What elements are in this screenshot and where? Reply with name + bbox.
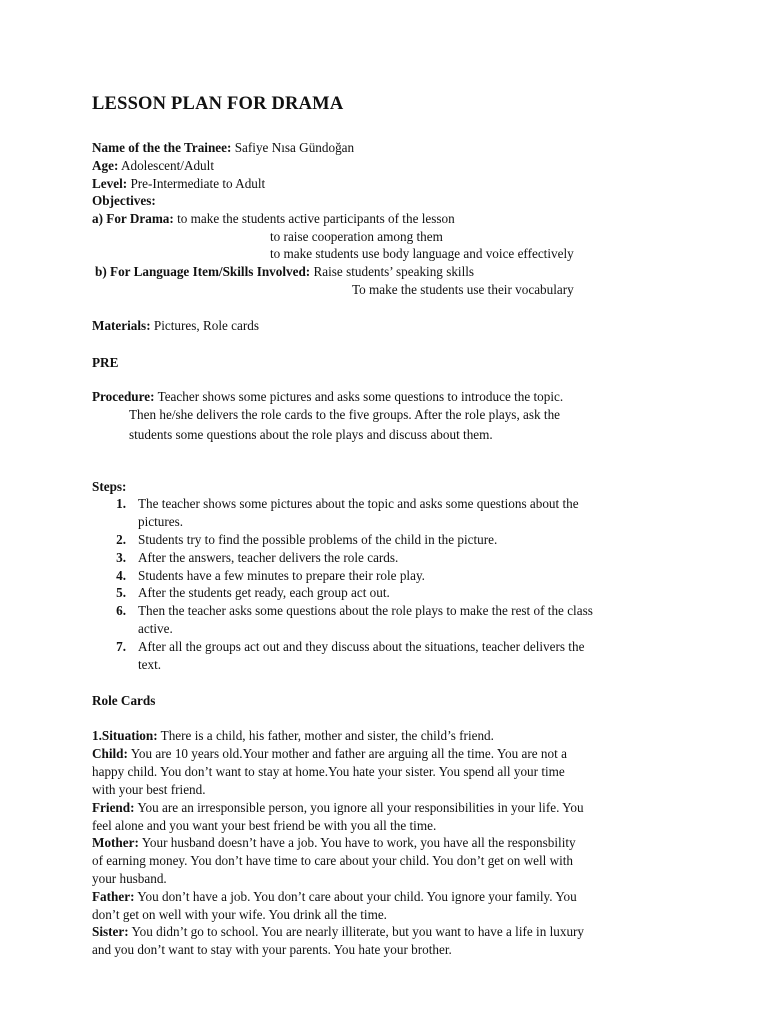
document-title: LESSON PLAN FOR DRAMA (92, 94, 344, 114)
child-text-3: with your best friend. (92, 782, 206, 797)
language-item-1: Raise students’ speaking skills (313, 264, 475, 279)
step-number: 4. (116, 568, 126, 583)
friend-label: Friend: (92, 800, 135, 815)
procedure-label: Procedure: (92, 389, 155, 404)
step-text: Students have a few minutes to prepare their role play. (138, 568, 425, 583)
language-objective-line (95, 263, 474, 280)
step-text: Then the teacher asks some questions about the role plays to make the rest of the class (138, 603, 593, 618)
father-text-1: You don’t have a job. You don’t care about your child. You ignore your family. You (137, 889, 577, 904)
situation-text: There is a child, his father, mother and sister, the child’s friend. (160, 728, 494, 743)
step-text: text. (138, 657, 162, 672)
child-label: Child: (92, 746, 128, 761)
step-text: After all the groups act out and they discuss about the situations, teacher delivers the (138, 639, 585, 654)
drama-item-2: to raise cooperation among them (270, 229, 443, 244)
step-number: 2. (116, 532, 126, 547)
situation-line (92, 727, 494, 744)
procedure-text-3: students some questions about the role plays and discuss about them. (129, 427, 493, 442)
mother-label: Mother: (92, 835, 139, 850)
step-text: The teacher shows some pictures about the topic and asks some questions about the (138, 496, 579, 511)
materials-value: Pictures, Role cards (153, 318, 259, 333)
level-value: Pre-Intermediate to Adult (130, 176, 266, 191)
trainee-label: Name of the the Trainee: (92, 140, 232, 155)
drama-objective-line (92, 210, 455, 227)
sister-label: Sister: (92, 924, 129, 939)
materials-line (92, 317, 259, 334)
sister-text-1: You didn’t go to school. You are nearly illiterate, but you want to have a life in luxury (131, 924, 585, 939)
child-text-1: You are 10 years old.Your mother and father are arguing all the time. You are not a (130, 746, 567, 761)
situation-label: 1.Situation: (92, 728, 158, 743)
mother-text-3: your husband. (92, 871, 167, 886)
step-text: active. (138, 621, 173, 636)
language-label: b) For Language Item/Skills Involved: (95, 264, 311, 279)
friend-line-1 (92, 799, 584, 816)
father-label: Father: (92, 889, 135, 904)
level-line (92, 175, 265, 192)
father-line-1 (92, 888, 577, 905)
age-label: Age: (92, 158, 119, 173)
mother-text-1: Your husband doesn’t have a job. You have to work, you have all the responsbility (141, 835, 576, 850)
sister-line-1 (92, 923, 584, 940)
step-text: After the students get ready, each group act out. (138, 585, 390, 600)
friend-text-1: You are an irresponsible person, you ignore all your responsibilities in your life. You (137, 800, 584, 815)
child-text-2: happy child. You don’t want to stay at home.You hate your sister. You spend all your time (92, 764, 565, 779)
father-text-2: don’t get on well with your wife. You drink all the time. (92, 907, 387, 922)
procedure-text-2: Then he/she delivers the role cards to the five groups. After the role plays, ask the (129, 407, 561, 422)
age-line (92, 157, 214, 174)
sister-text-2: and you don’t want to stay with your parents. You hate your brother. (92, 942, 452, 957)
level-label: Level: (92, 176, 128, 191)
step-number: 1. (116, 496, 126, 511)
step-number: 7. (116, 639, 126, 654)
step-text: After the answers, teacher delivers the role cards. (138, 550, 399, 565)
procedure-text-1: Teacher shows some pictures and asks some questions to introduce the topic. (157, 389, 564, 404)
age-value: Adolescent/Adult (120, 158, 214, 173)
materials-label: Materials: (92, 318, 151, 333)
step-text: pictures. (138, 514, 184, 529)
objectives-label: Objectives: (92, 193, 156, 208)
language-item-2: To make the students use their vocabulary (352, 282, 574, 297)
steps-label: Steps: (92, 479, 127, 494)
procedure-line-1 (92, 388, 563, 405)
drama-item-1: to make the students active participants of the lesson (177, 211, 455, 226)
step-text: Students try to find the possible problems of the child in the picture. (138, 532, 498, 547)
trainee-value: Safiye Nısa Gündoğan (234, 140, 355, 155)
step-number: 3. (116, 550, 126, 565)
role-cards-heading: Role Cards (92, 693, 156, 708)
drama-label: a) For Drama: (92, 211, 174, 226)
mother-line-1 (92, 834, 576, 851)
trainee-line (92, 139, 354, 156)
step-number: 5. (116, 585, 126, 600)
child-line-1 (92, 745, 567, 762)
pre-heading: PRE (92, 355, 119, 370)
drama-item-3: to make students use body language and voice effectively (270, 246, 574, 261)
friend-text-2: feel alone and you want your best friend be with you all the time. (92, 818, 437, 833)
mother-text-2: of earning money. You don’t have time to care about your child. You don’t get on well with (92, 853, 574, 868)
step-number: 6. (116, 603, 126, 618)
